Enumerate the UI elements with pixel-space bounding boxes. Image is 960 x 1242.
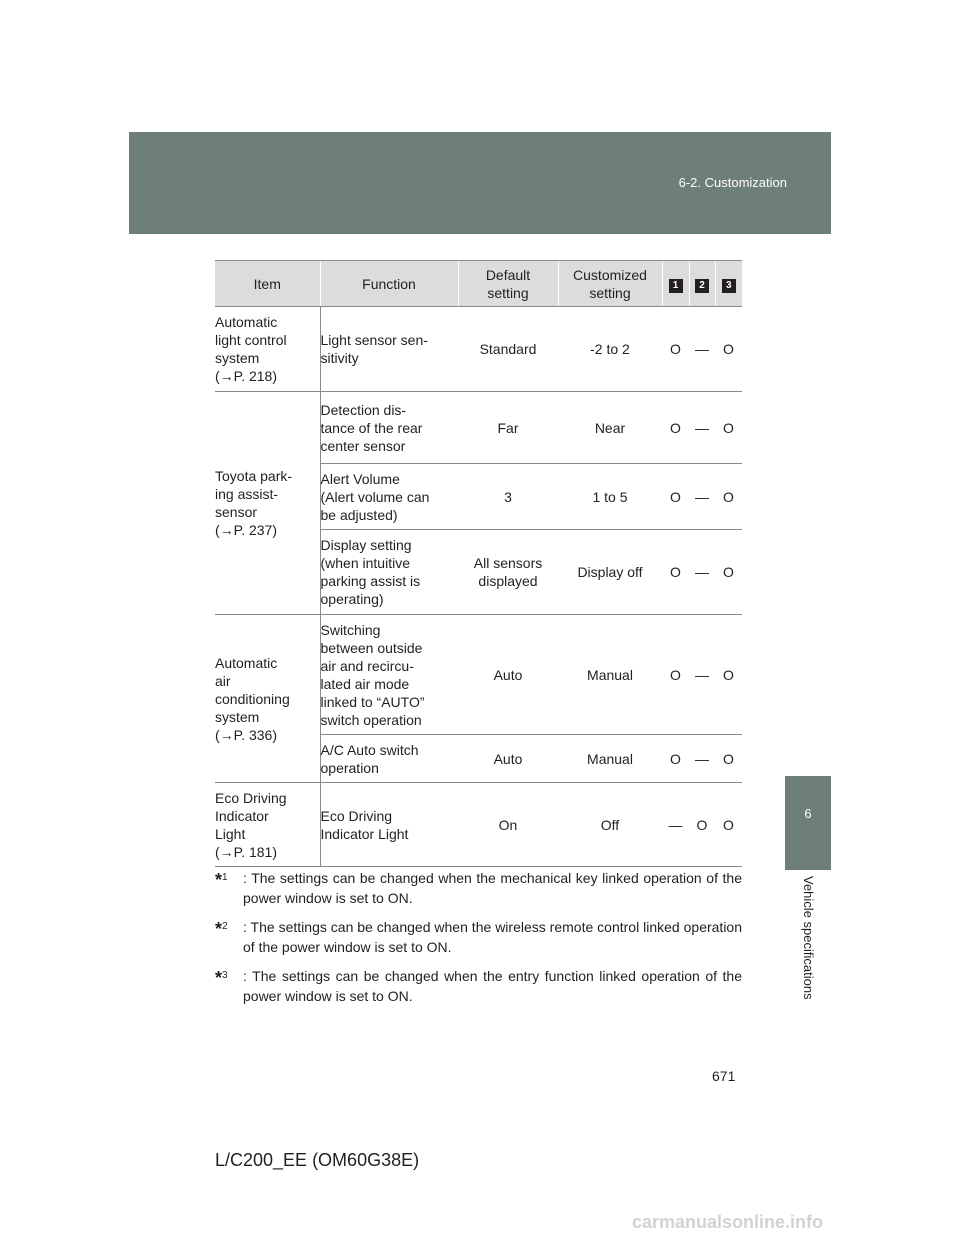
table-row [215,307,742,392]
table-header-row [215,261,742,307]
col1-cell: — [662,783,689,867]
default-cell: Auto [458,615,558,735]
customized-cell: Display off [558,530,662,615]
col1-cell: O [662,464,689,530]
customized-cell: Near [558,392,662,464]
watermark: carmanualsonline.info [632,1212,824,1232]
default-cell: Standard [458,307,558,392]
function-cell: Light sensor sen- sitivity [320,307,458,392]
number-2-badge: 2 [695,279,709,293]
default-cell: On [458,783,558,867]
function-cell: Alert Volume (Alert volume can be adjusted) [320,464,458,530]
col1-cell: O [662,392,689,464]
customized-cell: Off [558,783,662,867]
col1-cell: O [662,530,689,615]
header-band [129,132,831,234]
footnote-3 [215,966,742,1006]
function-cell: A/C Auto switch operation [320,735,458,783]
col2-cell: — [689,392,715,464]
header-customized-setting: Customized setting [558,261,662,307]
default-cell: Auto [458,735,558,783]
col3-cell: O [715,464,742,530]
default-cell: Far [458,392,558,464]
function-cell: Display setting (when intuitive parking assist is operating) [320,530,458,615]
table-row [215,392,742,464]
header-col-3 [715,261,742,307]
table-row [215,615,742,735]
default-cell: All sensors displayed [458,530,558,615]
footnote-text: : The settings can be changed when the entry function linked operation of the power window is set to ON. [243,968,742,1004]
footnote-marker: *$^3$ [215,968,228,988]
page-number: 671 [712,1068,736,1084]
footnote-text: : The settings can be changed when the wireless remote control linked operation of the power window is set to ON. [243,919,742,955]
header-col-2 [689,261,715,307]
footnote-1 [215,868,742,908]
footnote-marker: *$^2$ [215,919,228,939]
footnote-2 [215,917,742,957]
function-cell: Switching between outside air and recircu- lated air mode linked to “AUTO” switch operation [320,615,458,735]
col2-cell: — [689,530,715,615]
section-label: 6-2. Customization [678,175,787,190]
header-default-setting: Default setting [458,261,558,307]
col3-cell: O [715,783,742,867]
customized-cell: Manual [558,735,662,783]
col1-cell: O [662,307,689,392]
col3-cell: O [715,530,742,615]
customized-cell: Manual [558,615,662,735]
item-cell: Eco Driving Indicator Light (→P. 181) [215,783,320,867]
chapter-tab [785,776,831,870]
header-function: Function [320,261,458,307]
col2-cell: — [689,615,715,735]
col2-cell: O [689,783,715,867]
footnote-text: : The settings can be changed when the mechanical key linked operation of the power window is set to ON. [243,870,742,906]
col3-cell: O [715,392,742,464]
item-cell: Toyota park- ing assist- sensor (→P. 237) [215,392,320,615]
number-3-badge: 3 [722,279,736,293]
function-cell: Eco Driving Indicator Light [320,783,458,867]
col1-cell: O [662,735,689,783]
customized-cell: 1 to 5 [558,464,662,530]
table-row [215,783,742,867]
col3-cell: O [715,615,742,735]
col2-cell: — [689,735,715,783]
chapter-label-text: Vehicle specifications [801,876,816,1000]
customization-table [215,260,742,867]
col3-cell: O [715,307,742,392]
document-code: L/C200_EE (OM60G38E) [215,1150,420,1170]
function-cell: Detection dis- tance of the rear center sensor [320,392,458,464]
footnotes [215,868,742,1015]
item-cell: Automatic light control system (→P. 218) [215,307,320,392]
col3-cell: O [715,735,742,783]
item-cell: Automatic air conditioning system (→P. 336) [215,615,320,783]
col2-cell: — [689,464,715,530]
footnote-marker: *$^1$ [215,870,228,890]
number-1-badge: 1 [669,279,683,293]
col1-cell: O [662,615,689,735]
chapter-number: 6 [804,806,812,821]
customized-cell: -2 to 2 [558,307,662,392]
header-item: Item [215,261,320,307]
header-col-1 [662,261,689,307]
col2-cell: — [689,307,715,392]
default-cell: 3 [458,464,558,530]
